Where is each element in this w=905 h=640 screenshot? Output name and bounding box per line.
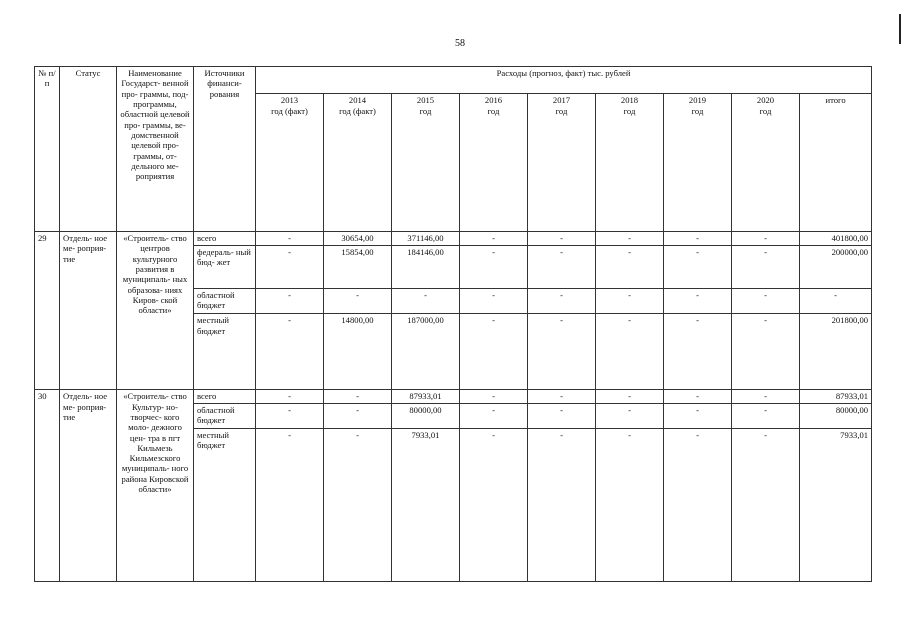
value-cell: - xyxy=(528,314,596,390)
value-cell: - xyxy=(528,245,596,289)
year-header xyxy=(664,94,732,232)
value-cell: - xyxy=(596,403,664,428)
value-cell: - xyxy=(324,289,392,314)
value-cell: - xyxy=(596,429,664,582)
total-cell: 201800,00 xyxy=(800,314,872,390)
year-value: 2014 xyxy=(348,95,367,106)
total-cell: 7933,01 xyxy=(800,429,872,582)
value-cell: - xyxy=(256,245,324,289)
value-cell: - xyxy=(664,245,732,289)
value-cell: - xyxy=(324,429,392,582)
source-label: областной бюджет xyxy=(194,403,256,428)
total-cell: - xyxy=(800,289,872,314)
value-cell: - xyxy=(732,232,800,245)
year-value: 2019 xyxy=(688,95,707,106)
header-row xyxy=(35,67,872,94)
year-sub: год (факт) xyxy=(339,105,376,116)
year-header xyxy=(732,94,800,232)
value-cell: - xyxy=(596,289,664,314)
value-cell: - xyxy=(460,289,528,314)
value-cell: - xyxy=(664,429,732,582)
source-label: местный бюджет xyxy=(194,429,256,582)
value-cell: - xyxy=(528,232,596,245)
header-num: № п/п xyxy=(35,67,60,232)
page-number: 58 xyxy=(455,38,465,49)
year-header xyxy=(460,94,528,232)
row-number: 30 xyxy=(35,390,60,582)
value-cell: - xyxy=(664,314,732,390)
row-status: Отдель- ное ме- роприя- тие xyxy=(60,390,117,582)
year-value: 2015 xyxy=(416,95,435,106)
year-sub: год xyxy=(623,105,636,116)
year-header xyxy=(392,94,460,232)
value-cell: - xyxy=(732,429,800,582)
year-sub: год xyxy=(419,105,432,116)
value-cell: 187000,00 xyxy=(392,314,460,390)
scan-edge-mark xyxy=(899,14,901,44)
total-cell: 200000,00 xyxy=(800,245,872,289)
year-header xyxy=(256,94,324,232)
value-cell: - xyxy=(732,245,800,289)
value-cell: 7933,01 xyxy=(392,429,460,582)
value-cell: - xyxy=(596,232,664,245)
table-row xyxy=(35,390,872,403)
total-header xyxy=(800,94,872,232)
year-sub: год (факт) xyxy=(271,105,308,116)
year-sub: год xyxy=(487,105,500,116)
year-header xyxy=(528,94,596,232)
value-cell: - xyxy=(528,390,596,403)
year-sub: год xyxy=(759,105,772,116)
value-cell: - xyxy=(732,289,800,314)
header-status: Статус xyxy=(60,67,117,232)
value-cell: - xyxy=(460,403,528,428)
value-cell: - xyxy=(324,403,392,428)
value-cell: - xyxy=(460,429,528,582)
value-cell: 30654,00 xyxy=(324,232,392,245)
value-cell: 80000,00 xyxy=(392,403,460,428)
total-cell: 401800,00 xyxy=(800,232,872,245)
source-label: всего xyxy=(194,232,256,245)
value-cell: - xyxy=(664,289,732,314)
value-cell: - xyxy=(664,232,732,245)
source-label: областной бюджет xyxy=(194,289,256,314)
year-header xyxy=(324,94,392,232)
row-status: Отдель- ное ме- роприя- тие xyxy=(60,232,117,390)
expenses-table xyxy=(34,66,872,582)
value-cell: - xyxy=(460,232,528,245)
source-label: федераль- ный бюд- жет xyxy=(194,245,256,289)
source-label: местный бюджет xyxy=(194,314,256,390)
value-cell: 15854,00 xyxy=(324,245,392,289)
value-cell: 371146,00 xyxy=(392,232,460,245)
year-value: 2016 xyxy=(484,95,503,106)
header-expenses: Расходы (прогноз, факт) тыс. рублей xyxy=(256,67,872,94)
header-name: Наименование Государст- венной про- граммы, под- программы, областной целевой про- граммы, ве- домственной целевой про- граммы, от- дельного ме- роприятия xyxy=(117,67,194,232)
total-cell: 87933,01 xyxy=(800,390,872,403)
value-cell: - xyxy=(392,289,460,314)
value-cell: - xyxy=(732,390,800,403)
value-cell: - xyxy=(256,390,324,403)
value-cell: - xyxy=(324,390,392,403)
value-cell: - xyxy=(664,390,732,403)
value-cell: - xyxy=(460,245,528,289)
row-number: 29 xyxy=(35,232,60,390)
value-cell: - xyxy=(256,314,324,390)
row-name: «Строитель- ство центров культурного развития в муниципаль- ных образова- ниях Киров- ской области» xyxy=(117,232,194,390)
value-cell: 184146,00 xyxy=(392,245,460,289)
value-cell: 87933,01 xyxy=(392,390,460,403)
value-cell: - xyxy=(256,289,324,314)
table-row xyxy=(35,232,872,245)
value-cell: - xyxy=(460,314,528,390)
value-cell: - xyxy=(256,232,324,245)
value-cell: - xyxy=(596,390,664,403)
value-cell: - xyxy=(460,390,528,403)
year-value: 2013 xyxy=(280,95,299,106)
value-cell: - xyxy=(528,403,596,428)
value-cell: - xyxy=(664,403,732,428)
year-header xyxy=(596,94,664,232)
value-cell: - xyxy=(528,429,596,582)
source-label: всего xyxy=(194,390,256,403)
year-sub: год xyxy=(555,105,568,116)
value-cell: - xyxy=(732,314,800,390)
value-cell: - xyxy=(256,403,324,428)
year-value: 2018 xyxy=(620,95,639,106)
row-name: «Строитель- ство Культур- но-творчес- кого моло- дежного цен- тра в пгт Кильмезь Кильмезского муниципаль- ного района Кировской области» xyxy=(117,390,194,582)
value-cell: 14800,00 xyxy=(324,314,392,390)
total-cell: 80000,00 xyxy=(800,403,872,428)
value-cell: - xyxy=(732,403,800,428)
header-source: Источники финанси- рования xyxy=(194,67,256,232)
year-value: 2020 xyxy=(756,95,775,106)
value-cell: - xyxy=(528,289,596,314)
value-cell: - xyxy=(596,314,664,390)
year-value: 2017 xyxy=(552,95,571,106)
year-sub: год xyxy=(691,105,704,116)
value-cell: - xyxy=(256,429,324,582)
value-cell: - xyxy=(596,245,664,289)
total-label: итого xyxy=(825,95,846,106)
